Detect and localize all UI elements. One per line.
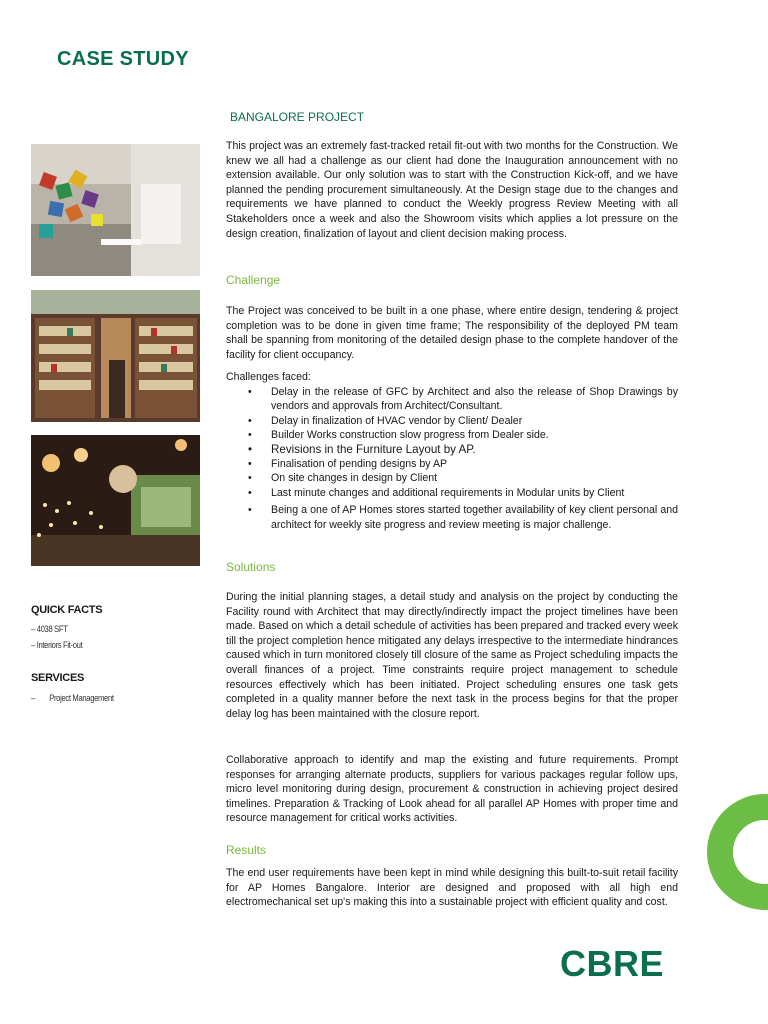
quick-fact-item: – Interiors Fit-out: [31, 640, 83, 650]
list-item: • Being a one of AP Homes stores started together availability of key client personal and architect for weekly site progress and review meeting is major challenge.: [248, 504, 678, 531]
challenges-faced-label: Challenges faced:: [226, 371, 311, 383]
bullet: •: [248, 472, 252, 485]
bullet: •: [248, 504, 252, 517]
results-paragraph: The end user requirements have been kept in mind while designing this built-to-suit retail facility for AP Homes Bangalore. Interior are designed and proposed with all high end electromechanical set up's making this into a sustainable project with efficient quality and cost.: [226, 867, 678, 909]
cbre-logo: CBRE: [560, 943, 665, 984]
quick-facts-heading: QUICK FACTS: [31, 604, 103, 616]
quick-fact-item: – 4038 SFT: [31, 624, 68, 634]
bullet: •: [248, 442, 253, 456]
list-item: • Delay in the release of GFC by Architect and also the release of Shop Drawings by vendors and approvals from Architect/Consultant.: [248, 386, 678, 413]
results-heading: Results: [226, 843, 267, 857]
list-item: • Finalisation of pending designs by AP: [248, 458, 448, 471]
sidebar: [31, 604, 211, 703]
bullet: •: [248, 458, 252, 471]
list-item: • Delay in finalization of HVAC vendor by Client/ Dealer: [248, 414, 523, 427]
bullet: •: [248, 429, 252, 442]
solutions-paragraph-2: Collaborative approach to identify and map the existing and future requirements. Prompt responses for arranging alternate products, suppliers for various packages regular follow ups, micro level monitoring during design, procurement & construction in achieving project desired timelines. Preparation & Tracking of Look ahead for all parallel AP Homes with proper time and resource management for critical works activities.: [226, 754, 678, 825]
shelving-photo: [31, 290, 200, 422]
challenge-paragraph: The Project was conceived to be built in a one phase, where entire design, tendering & project completion was to be done in given time frame; The responsibility of the deployed PM team shall be spanning from monitoring of the detailed design phase to the complete handover of the facility for client occupancy.: [226, 305, 678, 361]
challenge-heading: Challenge: [226, 273, 281, 287]
list-item: • Last minute changes and additional requirements in Modular units by Client: [248, 486, 625, 499]
green-arc-graphic: [705, 793, 768, 911]
bullet: •: [248, 386, 252, 398]
list-item: • Revisions in the Furniture Layout by AP.: [248, 442, 476, 456]
list-item: • On site changes in design by Client: [248, 472, 438, 485]
solutions-paragraph-1: During the initial planning stages, a detail study and analysis on the project by conducting the Facility round with Architect that may directly/indirectly impact the project timelines have been made. Based on which a detail schedule of activities has been prepared and tracked every week till the project completion hence mitigated any delays irrespective to the intermediate hindrances caused which in turn monitored closely till closure of the same as Project scheduling impacts the overall finances of a project. Time constraints require project management to schedule resources effectively which has been initiated. Project scheduling ensures one task gets completed in a quality manner before the next task in the process begins for that the proper delay log has been maintained with the closure report.: [226, 591, 678, 720]
service-item: – Project Management: [31, 693, 114, 703]
bullet: •: [248, 414, 252, 427]
list-item: • Builder Works construction slow progress from Dealer side.: [248, 429, 549, 442]
services-heading: SERVICES: [31, 672, 85, 684]
showroom-photo: [31, 144, 200, 276]
lighting-photo: [31, 435, 200, 566]
intro-paragraph: This project was an extremely fast-tracked retail fit-out with two months for the Construction. We knew we all had a challenge as our client had done the Inauguration announcement with no extension available. Our only solution was to start with the Construction Kick-off, and we have planned the pending procurement simultaneously. At the Design stage due to the changes and requirements we have planned to conduct the Weekly progress Review Meeting with all Stakeholders once a week and also the Showroom visits which applies a lot pressure on the design creation, finalization of layout and client decision making process.: [226, 140, 678, 240]
project-heading: BANGALORE PROJECT: [230, 110, 365, 124]
challenge-list: [248, 385, 678, 532]
bullet: •: [248, 486, 252, 499]
solutions-heading: Solutions: [226, 560, 276, 574]
page-title: CASE STUDY: [57, 48, 189, 70]
